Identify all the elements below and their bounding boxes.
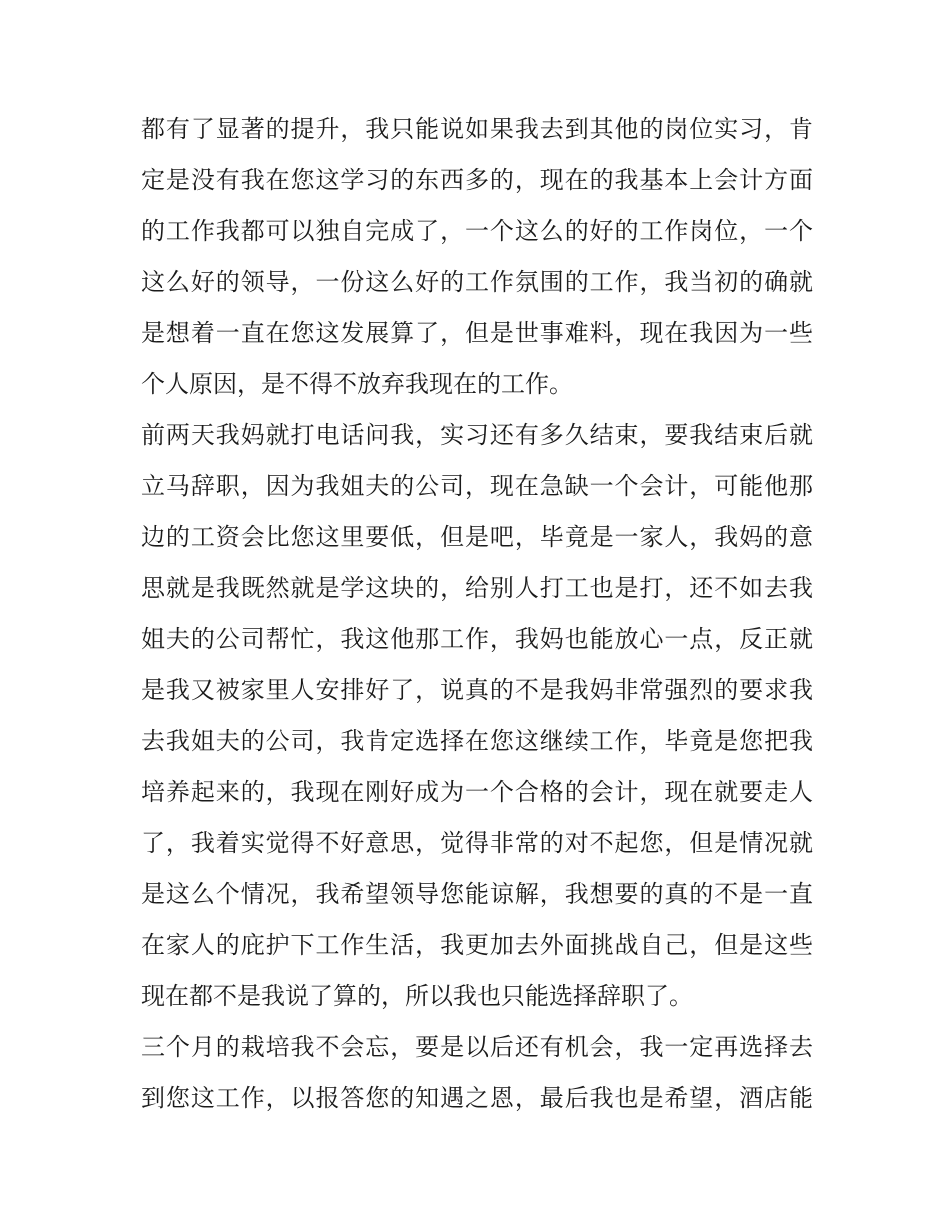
text-line-10: 思就是我既然就是学这块的，给别人打工也是打，还不如去我 [141, 574, 813, 602]
text-line-17: 在家人的庇护下工作生活，我更加去外面挑战自己，但是这些 [141, 931, 813, 959]
text-line-5: 是想着一直在您这发展算了，但是世事难料，现在我因为一些 [141, 319, 813, 347]
text-line-19: 三个月的栽培我不会忘，要是以后还有机会，我一定再选择去 [141, 1033, 813, 1061]
text-line-16: 是这么个情况，我希望领导您能谅解，我想要的真的不是一直 [141, 880, 813, 908]
body-text [141, 104, 813, 1124]
text-line-15: 了，我着实觉得不好意思，觉得非常的对不起您，但是情况就 [141, 829, 813, 857]
text-line-20: 到您这工作，以报答您的知遇之恩，最后我也是希望，酒店能 [141, 1084, 813, 1112]
text-line-12: 是我又被家里人安排好了，说真的不是我妈非常强烈的要求我 [141, 676, 813, 704]
text-line-2: 定是没有我在您这学习的东西多的，现在的我基本上会计方面 [141, 166, 813, 194]
text-line-14: 培养起来的，我现在刚好成为一个合格的会计，现在就要走人 [141, 778, 813, 806]
text-line-1: 都有了显著的提升，我只能说如果我去到其他的岗位实习，肯 [141, 115, 813, 143]
text-line-11: 姐夫的公司帮忙，我这他那工作，我妈也能放心一点，反正就 [141, 625, 813, 653]
text-line-4: 这么好的领导，一份这么好的工作氛围的工作，我当初的确就 [141, 268, 813, 296]
text-line-9: 边的工资会比您这里要低，但是吧，毕竟是一家人，我妈的意 [141, 523, 813, 551]
text-line-7: 前两天我妈就打电话问我，实习还有多久结束，要我结束后就 [141, 421, 813, 449]
text-line-18: 现在都不是我说了算的，所以我也只能选择辞职了。 [141, 982, 693, 1010]
text-line-6: 个人原因，是不得不放弃我现在的工作。 [141, 370, 573, 398]
text-line-3: 的工作我都可以独自完成了，一个这么的好的工作岗位，一个 [141, 217, 813, 245]
text-line-8: 立马辞职，因为我姐夫的公司，现在急缺一个会计，可能他那 [141, 472, 813, 500]
text-line-13: 去我姐夫的公司，我肯定选择在您这继续工作，毕竟是您把我 [141, 727, 813, 755]
